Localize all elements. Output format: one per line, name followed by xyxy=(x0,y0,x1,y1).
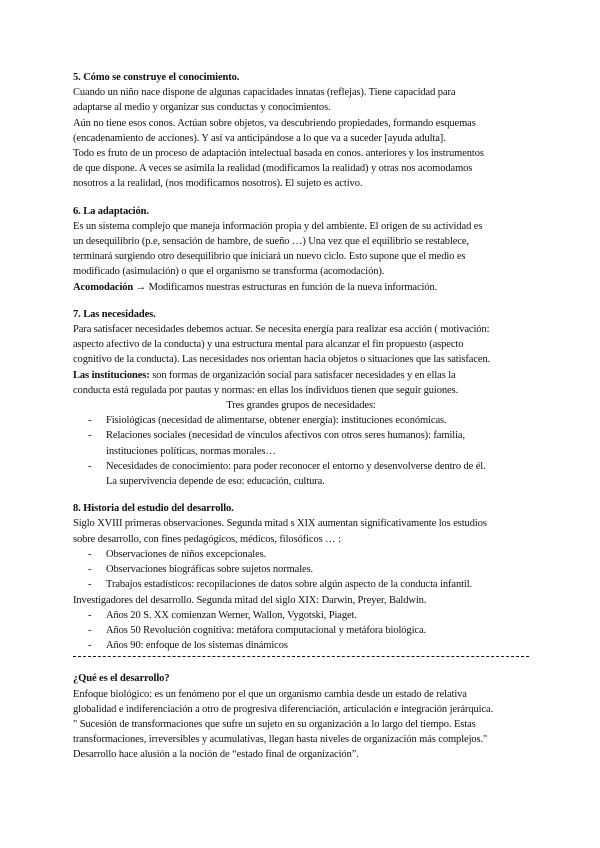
text-line: nosotros a la realidad, (nos modificamos nosotros). El sujeto es activo. xyxy=(73,178,363,190)
acomodacion-text: Modificamos nuestras estructuras en función de la nueva información. xyxy=(148,281,438,293)
list-item-text: Relaciones sociales (necesidad de vínculos afectivos con otros seres humanos): familia, xyxy=(106,430,465,442)
text-line: Aún no tiene esos conos. Actúan sobre objetos, va descubriendo propiedades, formando esquemas xyxy=(73,117,476,129)
text-line: Investigadores del desarrollo. Segunda mitad del siglo XIX: Darwin, Preyer, Baldwin. xyxy=(73,594,427,606)
bullet-dash: - xyxy=(88,430,92,442)
text-line: (encadenamiento de acciones). Y así va anticipándose a lo que va a suceder [ayuda adulta]. xyxy=(73,132,446,144)
list-item xyxy=(73,428,529,458)
bullet-dash: - xyxy=(88,579,92,591)
bullet-dash: - xyxy=(88,460,92,472)
text-line: " Sucesión de transformaciones que sufre un sujeto en su organización a lo largo del tiempo. Estas xyxy=(73,718,476,730)
text-line: Enfoque biológico: es un fenómeno por el que un organismo cambia desde un estado de relativa xyxy=(73,688,467,700)
acomodacion-line xyxy=(73,280,529,295)
list-item xyxy=(73,562,529,577)
section-historia xyxy=(73,501,529,653)
section-heading: 5. Cómo se construye el conocimiento. xyxy=(73,72,240,83)
list-item-text: Fisiológicas (necesidad de alimentarse, obtener energía): instituciones económicas. xyxy=(106,415,447,427)
text-line: transformaciones, irreversibles y acumulativas, llegan hasta niveles de organización más complejos." xyxy=(73,734,488,746)
list-item xyxy=(73,623,529,638)
list-item xyxy=(73,459,529,489)
text-line: Cuando un niño nace dispone de algunas capacidades innatas (reflejas). Tiene capacidad para xyxy=(73,87,456,99)
dashed-divider xyxy=(73,654,529,657)
list-item xyxy=(73,608,529,623)
section-heading: 6. La adaptación. xyxy=(73,205,149,217)
list-item-text: Observaciones biográficas sobre sujetos normales. xyxy=(106,564,314,576)
document-body xyxy=(73,70,529,775)
instituciones-line xyxy=(73,368,529,383)
section-necesidades xyxy=(73,307,529,489)
acomodacion-term: Acomodación xyxy=(73,281,134,293)
text-line: Es un sistema complejo que maneja información propia y del ambiente. El origen de su actividad es xyxy=(73,220,483,232)
text-line: de que dispone. A veces se asimila la realidad (modificamos la realidad) y otras nos acomodamos xyxy=(73,163,473,175)
text-line: adaptarse al medio y organizar sus conductas y conocimientos. xyxy=(73,102,331,114)
section-heading: 8. Historia del estudio del desarrollo. xyxy=(73,503,234,515)
text-line: Siglo XVIII primeras observaciones. Segunda mitad s XIX aumentan significativamente los estudios xyxy=(73,518,487,530)
bullet-dash: - xyxy=(88,564,92,576)
needs-list xyxy=(73,413,529,489)
instituciones-text: son formas de organización social para satisfacer necesidades y en ellas la xyxy=(149,369,456,381)
section-heading: ¿Qué es el desarrollo? xyxy=(73,673,170,685)
bullet-dash: - xyxy=(88,548,92,560)
section-conocimiento xyxy=(73,70,529,192)
list-item-text: Observaciones de niños excepcionales. xyxy=(106,548,267,560)
list-item-text: Años 90: enfoque de los sistemas dinámicos xyxy=(106,640,288,652)
text-line: sobre desarrollo, con fines pedagógicos, médicos, filosóficos … : xyxy=(73,533,341,545)
instituciones-term: Las instituciones: xyxy=(73,369,150,381)
bullet-dash: - xyxy=(88,415,92,427)
list-item xyxy=(73,638,529,653)
observaciones-list xyxy=(73,547,529,593)
list-item-text: Trabajos estadísticos: recopilaciones de datos sobre algún aspecto de la conducta infantil. xyxy=(106,579,473,591)
list-item-text: Necesidades de conocimiento: para poder reconocer el entorno y desenvolverse dentro de él. xyxy=(106,460,486,472)
list-item-text: Años 20 S. XX comienzan Werner, Wallon, Vygotski, Piaget. xyxy=(106,609,357,621)
epocas-list xyxy=(73,608,529,654)
text-line: modificado (asimulación) o que el organismo se transforma (acomodación). xyxy=(73,266,385,278)
text-line: Desarrollo hace alusión a la noción de “estado final de organización”. xyxy=(73,749,359,761)
list-item-text: instituciones políticas, normas morales… xyxy=(106,445,276,457)
section-adaptacion xyxy=(73,204,529,295)
text-line: globalidad e indiferenciación a otro de progresiva diferenciación, articulación e integración jerárquica. xyxy=(73,703,494,715)
list-item xyxy=(73,577,529,592)
text-line: conducta está regulada por pautas y normas: en ellas los individuos tienen que seguir guiones. xyxy=(73,384,459,396)
text-line: Todo es fruto de un proceso de adaptación intelectual basada en conos. anteriores y los instrumentos xyxy=(73,148,484,160)
text-line: terminará surgiendo otro desequilibrio que iniciará un nuevo ciclo. Esto supone que el medio es xyxy=(73,251,466,263)
bullet-dash: - xyxy=(88,640,92,652)
text-line: un desequilibrio (p.e, sensación de hambre, de sueño …) Una vez que el equilibrio se restablece, xyxy=(73,236,469,248)
text-line: aspecto afectivo de la conducta) y una estructura mental para alcanzar el fin propuesto (aspecto xyxy=(73,339,464,351)
arrow-icon: → xyxy=(133,281,149,293)
bullet-dash: - xyxy=(88,609,92,621)
list-item xyxy=(73,413,529,428)
text-line: Para satisfacer necesidades debemos actuar. Se necesita energía para realizar esa acción ( motivación: xyxy=(73,324,490,336)
bullet-dash: - xyxy=(88,624,92,636)
section-heading: 7. Las necesidades. xyxy=(73,308,156,320)
text-line: cognitivo de la conducta). Las necesidades nos orientan hacia objetos o situaciones que las satisfacen. xyxy=(73,354,491,366)
section-que-es-desarrollo xyxy=(73,671,529,762)
list-item-text: Años 50 Revolución cognitiva: metáfora computacional y metáfora biológica. xyxy=(106,624,427,636)
groups-title: Tres grandes grupos de necesidades: xyxy=(226,400,376,412)
list-item xyxy=(73,547,529,562)
list-item-text: La supervivencia depende de eso: educación, cultura. xyxy=(106,476,325,488)
